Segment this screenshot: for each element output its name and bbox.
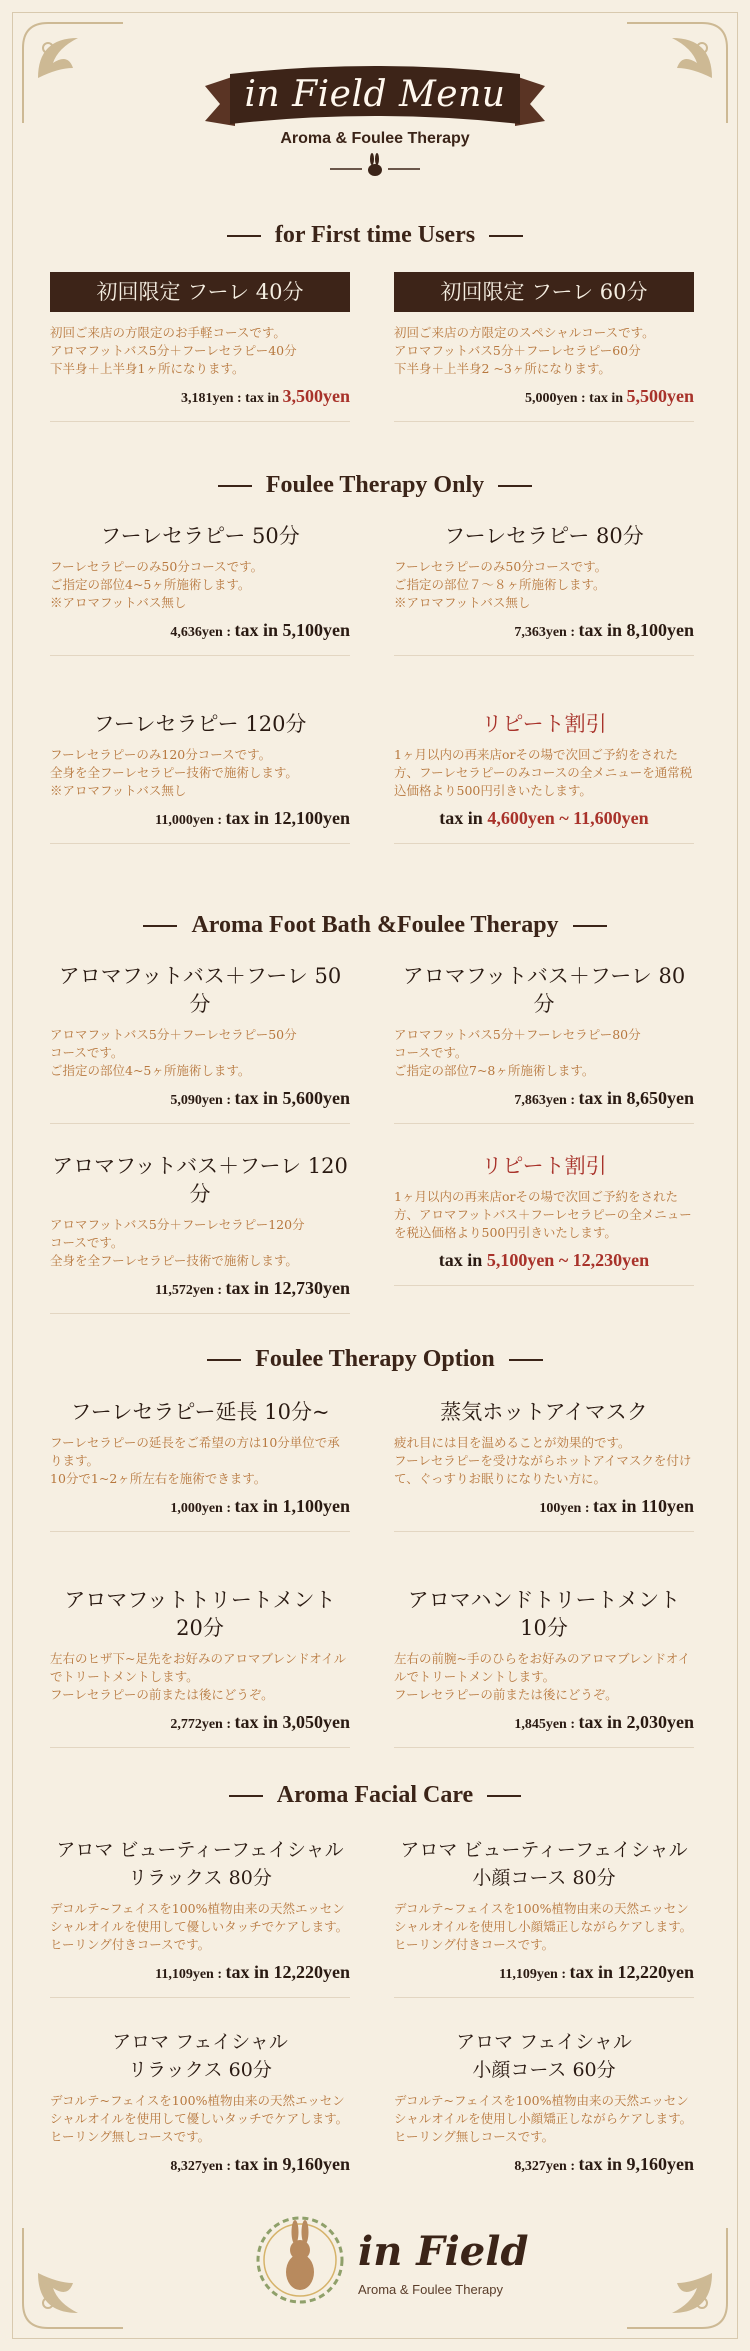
item-price: 11,109yen : tax in 12,220yen — [394, 1962, 694, 1998]
item-price: 5,090yen : tax in 5,600yen — [50, 1088, 350, 1124]
item-title: フーレセラピー延長 10分~ — [70, 1400, 330, 1424]
item-title: アロマ ビューティーフェイシャル 小顔コース 80分 — [400, 1839, 688, 1889]
corner-ornament-icon — [622, 2223, 732, 2333]
header-subtitle: Aroma & Foulee Therapy — [280, 130, 470, 147]
page-title: in Field Menu — [244, 74, 506, 115]
corner-ornament-icon — [622, 18, 732, 128]
item-title: フーレセラピー 50分 — [100, 524, 300, 548]
item-title: アロマフットバス＋フーレ 80分 — [402, 964, 686, 1016]
menu-item — [50, 1398, 350, 1532]
item-description: フーレセラピーのみ50分コースです。 ご指定の部位７～８ヶ所施術します。 ※アロマフットバス無し — [394, 559, 608, 610]
footer-logo-text: in Field — [358, 2228, 529, 2275]
menu-item — [394, 1586, 694, 1748]
menu-item — [394, 1836, 694, 1998]
item-price: 3,181yen : tax in 3,500yen — [50, 386, 350, 422]
menu-item — [50, 1586, 350, 1748]
menu-item — [394, 962, 694, 1124]
item-title: 蒸気ホットアイマスク — [440, 1400, 648, 1424]
item-description: 1ヶ月以内の再来店orその場で次回ご予約をされた方、アロマフットバス＋フーレセラピーの全メニューを税込価格より500円引きいたします。 — [394, 1189, 692, 1240]
item-price: 7,863yen : tax in 8,650yen — [394, 1088, 694, 1124]
menu-item — [50, 962, 350, 1124]
item-description: 左右の前腕~手のひらをお好みのアロマブレンドオイルでトリートメントします。 フーレセラピーの前または後にどうぞ。 — [394, 1651, 691, 1702]
menu-item — [394, 272, 694, 422]
menu-item — [50, 272, 350, 422]
menu-item — [50, 710, 350, 844]
item-description: アロマフットバス5分＋フーレセラピー50分 コースです。 ご指定の部位4~5ヶ所施術します。 — [50, 1027, 297, 1078]
menu-item — [394, 1152, 694, 1286]
section-title-foulee-only: Foulee Therapy Only — [0, 472, 750, 499]
header-banner — [205, 66, 545, 136]
item-title: アロマ ビューティーフェイシャル リラックス 80分 — [56, 1839, 344, 1889]
item-description: 左右のヒザ下~足先をお好みのアロマブレンドオイルでトリートメントします。 フーレセラピーの前または後にどうぞ。 — [50, 1651, 347, 1702]
item-title: 初回限定 フーレ 40分 — [50, 272, 350, 312]
footer-logo-block — [240, 2210, 540, 2320]
menu-item — [50, 2028, 350, 2189]
corner-ornament-icon — [18, 2223, 128, 2333]
item-description: 1ヶ月以内の再来店orその場で次回ご予約をされた方、フーレセラピーのみコースの全メニューを通常税込価格より500円引きいたします。 — [394, 747, 693, 798]
item-price: 100yen : tax in 110yen — [394, 1496, 694, 1532]
item-price: 8,327yen : tax in 9,160yen — [514, 2154, 694, 2174]
item-price: 2,772yen : tax in 3,050yen — [50, 1712, 350, 1748]
item-price: 11,109yen : tax in 12,220yen — [50, 1962, 350, 1998]
item-description: フーレセラピーの延長をご希望の方は10分単位で承ります。 10分で1~2ヶ所左右を施術できます。 — [50, 1435, 340, 1486]
footer-subtitle: Aroma & Foulee Therapy — [358, 2282, 503, 2297]
rabbit-icon — [330, 153, 420, 177]
item-description: デコルテ~フェイスを100%植物由来の天然エッセンシャルオイルを使用して優しいタッチでケアします。ヒーリング付きコースです。 — [50, 1901, 349, 1952]
menu-item — [50, 522, 350, 656]
item-description: フーレセラピーのみ120分コースです。 全身を全フーレセラピー技術で施術します。 ※アロマフットバス無し — [50, 747, 298, 798]
item-description: 初回ご来店の方限定のお手軽コースです。 アロマフットバス5分＋フーレセラピー40分 下半身＋上半身1ヶ所になります。 — [50, 325, 297, 376]
rabbit-wreath-icon — [250, 2210, 350, 2310]
menu-item — [50, 1152, 350, 1314]
item-price: 4,636yen : tax in 5,100yen — [50, 620, 350, 656]
item-description: デコルテ~フェイスを100%植物由来の天然エッセンシャルオイルを使用し小顔矯正しながらケアします。ヒーリング付きコースです。 — [394, 1901, 693, 1952]
menu-item — [394, 522, 694, 656]
section-title-facial: Aroma Facial Care — [0, 1782, 750, 1809]
item-title: アロマ フェイシャル 小顔コース 60分 — [456, 2031, 632, 2081]
item-description: デコルテ~フェイスを100%植物由来の天然エッセンシャルオイルを使用して優しいタッチでケアします。ヒーリング無しコースです。 — [50, 2093, 349, 2144]
item-description: アロマフットバス5分＋フーレセラピー80分 コースです。 ご指定の部位7~8ヶ所施術します。 — [394, 1027, 641, 1078]
item-description: アロマフットバス5分＋フーレセラピー120分 コースです。 全身を全フーレセラピー技術で施術します。 — [50, 1217, 305, 1268]
item-title: アロマハンドトリートメント 10分 — [407, 1588, 681, 1640]
item-price: 7,363yen : tax in 8,100yen — [394, 620, 694, 656]
item-price: 8,327yen : tax in 9,160yen — [170, 2154, 350, 2174]
menu-item — [50, 1836, 350, 1998]
item-description: フーレセラピーのみ50分コースです。 ご指定の部位4~5ヶ所施術します。 ※アロマフットバス無し — [50, 559, 264, 610]
item-title: アロマ フェイシャル リラックス 60分 — [112, 2031, 288, 2081]
item-description: デコルテ~フェイスを100%植物由来の天然エッセンシャルオイルを使用し小顔矯正しながらケアします。ヒーリング無しコースです。 — [394, 2093, 693, 2144]
item-title: フーレセラピー 80分 — [444, 524, 644, 548]
item-title: リピート割引 — [481, 1154, 607, 1178]
item-price: tax in 4,600yen ~ 11,600yen — [394, 808, 694, 844]
menu-item — [394, 710, 694, 844]
item-price: tax in 5,100yen ~ 12,230yen — [394, 1250, 694, 1286]
item-price: 11,000yen : tax in 12,100yen — [50, 808, 350, 844]
item-title: アロマフットトリートメント 20分 — [64, 1588, 336, 1640]
section-title-foot-bath: Aroma Foot Bath &Foulee Therapy — [0, 912, 750, 939]
section-title-option: Foulee Therapy Option — [0, 1346, 750, 1373]
item-title: 初回限定 フーレ 60分 — [394, 272, 694, 312]
menu-item — [394, 2028, 694, 2189]
item-description: 初回ご来店の方限定のスペシャルコースです。 アロマフットバス5分＋フーレセラピー60分 下半身＋上半身2 ~3ヶ所になります。 — [394, 325, 655, 376]
item-price: 1,000yen : tax in 1,100yen — [50, 1496, 350, 1532]
menu-item — [394, 1398, 694, 1532]
item-price: 11,572yen : tax in 12,730yen — [50, 1278, 350, 1314]
item-price: 1,845yen : tax in 2,030yen — [394, 1712, 694, 1748]
section-title-first-time: for First time Users — [0, 222, 750, 249]
item-title: アロマフットバス＋フーレ 50分 — [58, 964, 342, 1016]
item-title: リピート割引 — [481, 712, 607, 736]
item-title: フーレセラピー 120分 — [93, 712, 307, 736]
item-price: 5,000yen : tax in 5,500yen — [394, 386, 694, 422]
item-title: アロマフットバス＋フーレ 120分 — [52, 1154, 348, 1206]
corner-ornament-icon — [18, 18, 128, 128]
item-description: 疲れ目には目を温めることが効果的です。 フーレセラピーを受けながらホットアイマスクを付けて、ぐっすりお眠りになりたい方に。 — [394, 1435, 692, 1486]
